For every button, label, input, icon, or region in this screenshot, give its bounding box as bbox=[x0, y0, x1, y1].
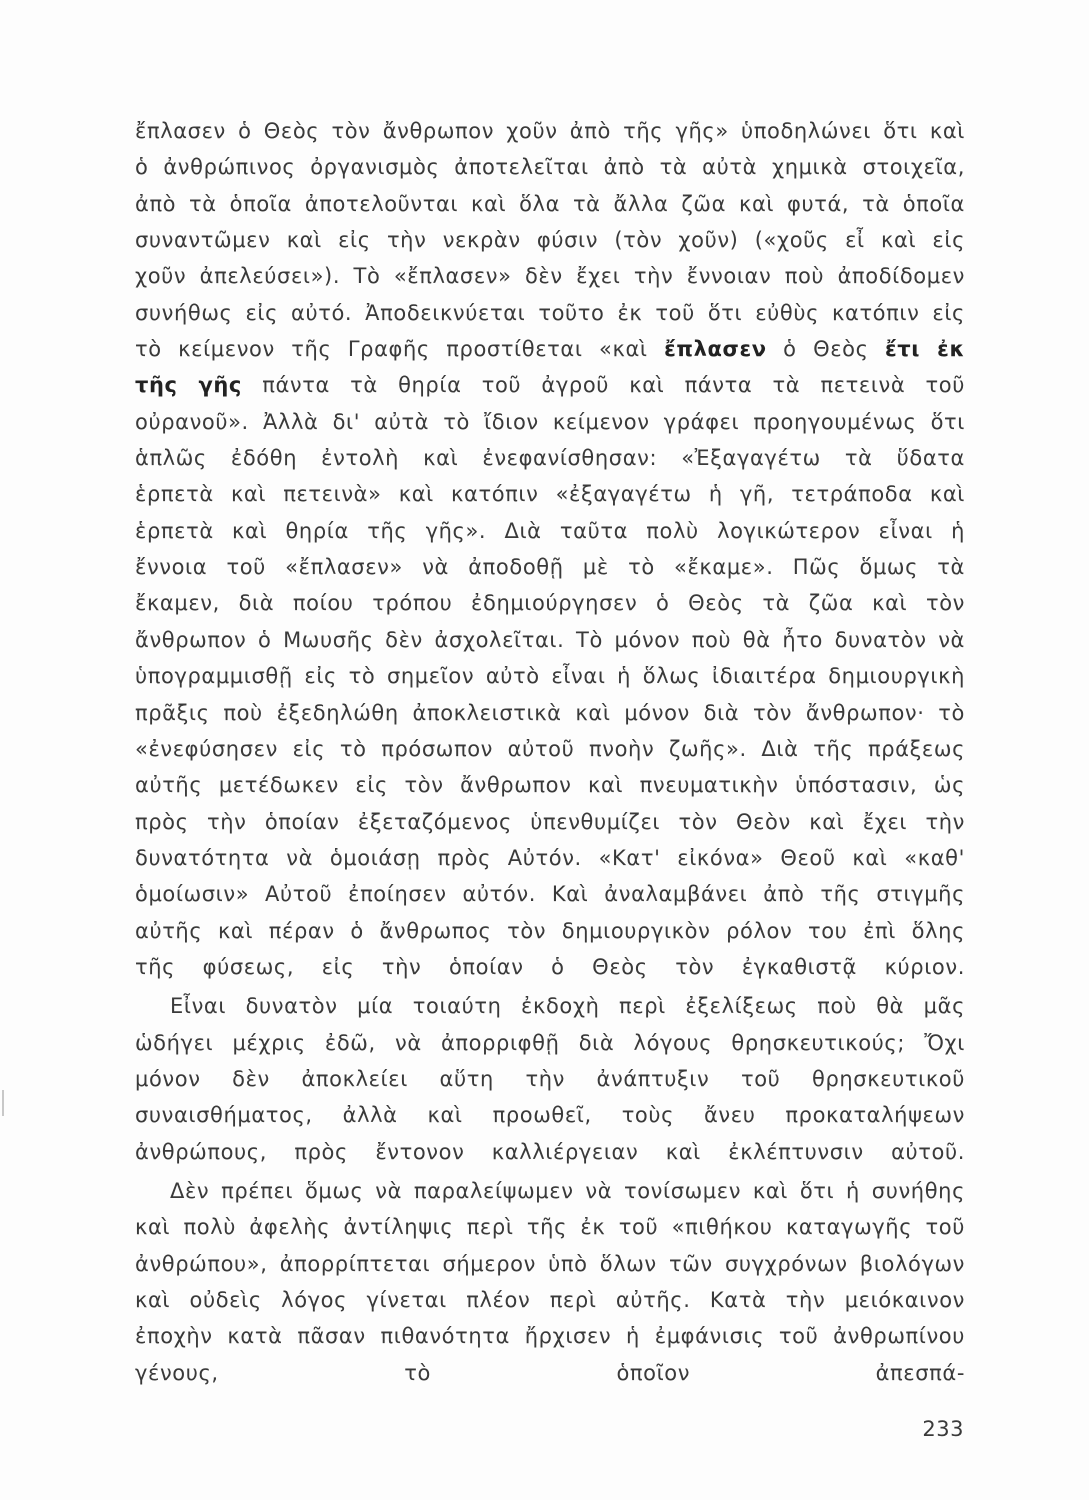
scan-edge-mark bbox=[2, 1090, 4, 1116]
p3-segment-1: Δὲν πρέπει ὅμως νὰ παραλείψωμεν νὰ τονίσωμεν καὶ ὅτι ἡ συνήθης καὶ πολὺ ἀφελὴς ἀντίληψις περὶ τῆς ἐκ τοῦ «πιθήκου καταγωγῆς τοῦ ἀνθρώπου», ἀπορρίπτεται σήμερον ὑπὸ ὅλων τῶν συγχρόνων βιολόγων καὶ οὐδεὶς λόγος γίνεται πλέον περὶ αὐτῆς. Κατὰ τὴν μειόκαινον ἐποχὴν κατὰ πᾶσαν πιθανότητα ἤρχισεν ἡ ἐμφάνισις τοῦ ἀνθρωπίνου γένους, τὸ ὁποῖον ἀπεσπά- bbox=[135, 1178, 965, 1385]
page-number: 233 bbox=[922, 1417, 964, 1441]
p1-segment-3: ὁ Θεὸς bbox=[766, 337, 885, 362]
p1-segment-5: πάντα τὰ θηρία τοῦ ἀγροῦ καὶ πάντα τὰ πετεινὰ τοῦ οὐρανοῦ». Ἀλλὰ δι' αὐτὰ τὸ ἴδιον κείμενον γράφει προηγουμένως ὅτι ἁπλῶς ἐδόθη ἐντολὴ καὶ ἐνεφανίσθησαν: «Ἐξαγαγέτω τὰ ὕδατα ἑρπετὰ καὶ πετεινὰ» καὶ κατόπιν «ἐξαγαγέτω ἡ γῆ, τετράποδα καὶ ἑρπετὰ καὶ θηρία τῆς γῆς». Διὰ ταῦτα πολὺ λογικώτερον εἶναι ἡ ἔννοια τοῦ «ἔπλασεν» νὰ ἀποδοθῇ μὲ τὸ «ἔκαμε». Πῶς ὅμως τὰ ἔκαμεν, διὰ ποίου τρόπου ἐδημιούργησεν ὁ Θεὸς τὰ ζῶα καὶ τὸν ἄνθρωπον ὁ Μωυσῆς δὲν ἀσχολεῖται. Τὸ μόνον ποὺ θὰ ἦτο δυνατὸν νὰ ὑπογραμμισθῇ εἰς τὸ σημεῖον αὐτὸ εἶναι ἡ ὅλως ἰδιαιτέρα δημιουργικὴ πρᾶξις ποὺ ἐξεδηλώθη ἀποκλειστικὰ καὶ μόνον διὰ τὸν ἄνθρωπον· τὸ «ἐνεφύσησεν εἰς τὸ πρόσωπον αὐτοῦ πνοὴν ζωῆς». Διὰ τῆς πράξεως αὐτῆς μετέδωκεν εἰς τὸν ἄνθρωπον καὶ πνευματικὴν ὑπόστασιν, ὡς πρὸς τὴν ὁποίαν ἐξεταζόμενος ὑπενθυμίζει τὸν Θεὸν καὶ ἔχει τὴν δυνατότητα νὰ ὁμοιάσῃ πρὸς Αὐτόν. «Κατ' εἰκόνα» Θεοῦ καὶ «καθ' ὁμοίωσιν» Αὐτοῦ ἐποίησεν αὐτόν. Καὶ ἀναλαμβάνει ἀπὸ τῆς στιγμῆς αὐτῆς καὶ πέραν ὁ ἄνθρωπος τὸν δημιουργικὸν ρόλον του ἐπὶ ὅλης τῆς φύσεως, εἰς τὴν ὁποίαν ὁ Θεὸς τὸν ἐγκαθιστᾷ κύριον. bbox=[135, 373, 965, 979]
body-text bbox=[135, 113, 965, 1391]
p1-bold-eti-ek-tis-gis: ἔτι ἐκ τῆς γῆς bbox=[135, 337, 965, 398]
p2-segment-1: Εἶναι δυνατὸν μία τοιαύτη ἐκδοχὴ περὶ ἐξελίξεως ποὺ θὰ μᾶς ὡδήγει μέχρις ἐδῶ, νὰ ἀπορριφθῇ διὰ λόγους θρησκευτικούς; Ὄχι μόνον δὲν ἀποκλείει αὕτη τὴν ἀνάπτυξιν τοῦ θρησκευτικοῦ συναισθήματος, ἀλλὰ καὶ προωθεῖ, τοὺς ἄνευ προκαταλήψεων ἀνθρώπους, πρὸς ἔντονον καλλιέργειαν καὶ ἐκλέπτυνσιν αὐτοῦ. bbox=[135, 994, 965, 1164]
paragraph-3 bbox=[135, 1173, 965, 1391]
paragraph-1 bbox=[135, 113, 965, 985]
p1-bold-eplasen: ἔπλασεν bbox=[664, 337, 767, 362]
paragraph-2 bbox=[135, 988, 965, 1170]
p1-segment-1: ἔπλασεν ὁ Θεὸς τὸν ἄνθρωπον χοῦν ἀπὸ τῆς γῆς» ὑποδηλώνει ὅτι καὶ ὁ ἀνθρώπινος ὀργανισμὸς ἀποτελεῖται ἀπὸ τὰ αὐτὰ χημικὰ στοιχεῖα, ἀπὸ τὰ ὁποῖα ἀποτελοῦνται καὶ ὅλα τὰ ἄλλα ζῶα καὶ φυτά, τὰ ὁποῖα συναντῶμεν καὶ εἰς τὴν νεκρὰν φύσιν (τὸν χοῦν) («χοῦς εἶ καὶ εἰς χοῦν ἀπελεύσει»). Τὸ «ἔπλασεν» δὲν ἔχει τὴν ἔννοιαν ποὺ ἀποδίδομεν συνήθως εἰς αὐτό. Ἀποδεικνύεται τοῦτο ἐκ τοῦ ὅτι εὐθὺς κατόπιν εἰς τὸ κείμενον τῆς Γραφῆς προστίθεται «καὶ bbox=[135, 119, 965, 362]
